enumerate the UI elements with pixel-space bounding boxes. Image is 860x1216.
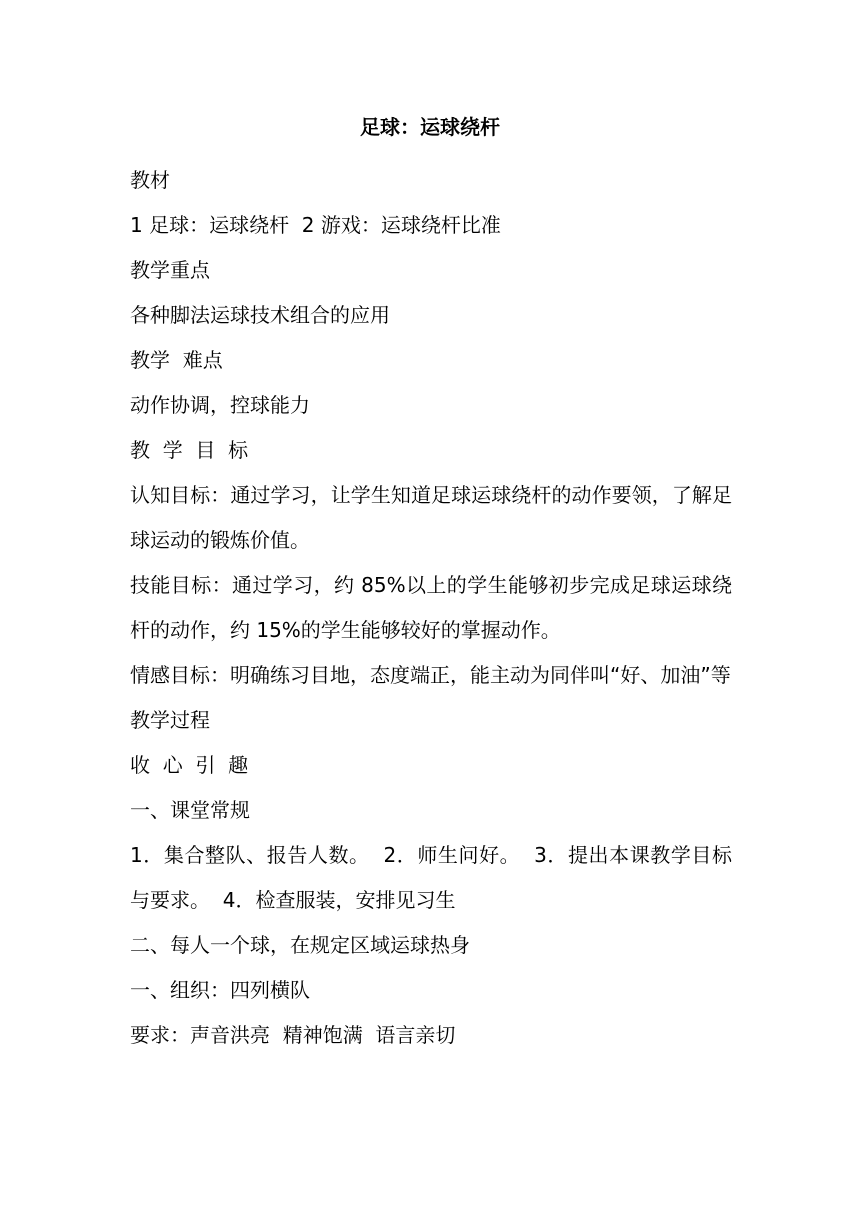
paragraph-warmup-heading: 收 心 引 趣	[130, 753, 249, 777]
document-title: 足球：运球绕杆	[360, 115, 500, 139]
paragraph-difficulties: 动作协调，控球能力	[130, 393, 310, 417]
paragraph-skill-objective: 技能目标：通过学习，约 85%以上的学生能够初步完成足球运球绕杆的动作，约 15%的学生能够较好的掌握动作。	[130, 573, 732, 642]
paragraph-materials-heading: 教材	[130, 168, 170, 192]
paragraph-objectives-heading: 教 学 目 标	[130, 438, 249, 462]
paragraph-key-points-heading: 教学重点	[130, 258, 210, 282]
paragraph-ball-warmup: 二、每人一个球，在规定区域运球热身	[130, 933, 470, 957]
paragraph-materials: 1 足球：运球绕杆 2 游戏：运球绕杆比准	[130, 213, 501, 237]
paragraph-difficulties-heading: 教学 难点	[130, 348, 223, 372]
paragraph-organization: 一、组织：四列横队	[130, 978, 310, 1002]
paragraph-requirements: 要求：声音洪亮 精神饱满 语言亲切	[130, 1023, 456, 1047]
paragraph-routine-heading: 一、课堂常规	[130, 798, 250, 822]
paragraph-key-points: 各种脚法运球技术组合的应用	[130, 303, 390, 327]
document-body	[130, 158, 732, 1058]
paragraph-process-heading: 教学过程	[130, 708, 210, 732]
paragraph-routine-steps: 1．集合整队、报告人数。 2．师生问好。 3．提出本课教学目标与要求。 4．检查服装，安排见习生	[130, 843, 732, 912]
paragraph-affective-objective: 情感目标：明确练习目地，态度端正，能主动为同伴叫“好、加油”等	[130, 663, 731, 687]
paragraph-cognitive-objective: 认知目标：通过学习，让学生知道足球运球绕杆的动作要领，了解足球运动的锻炼价值。	[130, 483, 732, 552]
